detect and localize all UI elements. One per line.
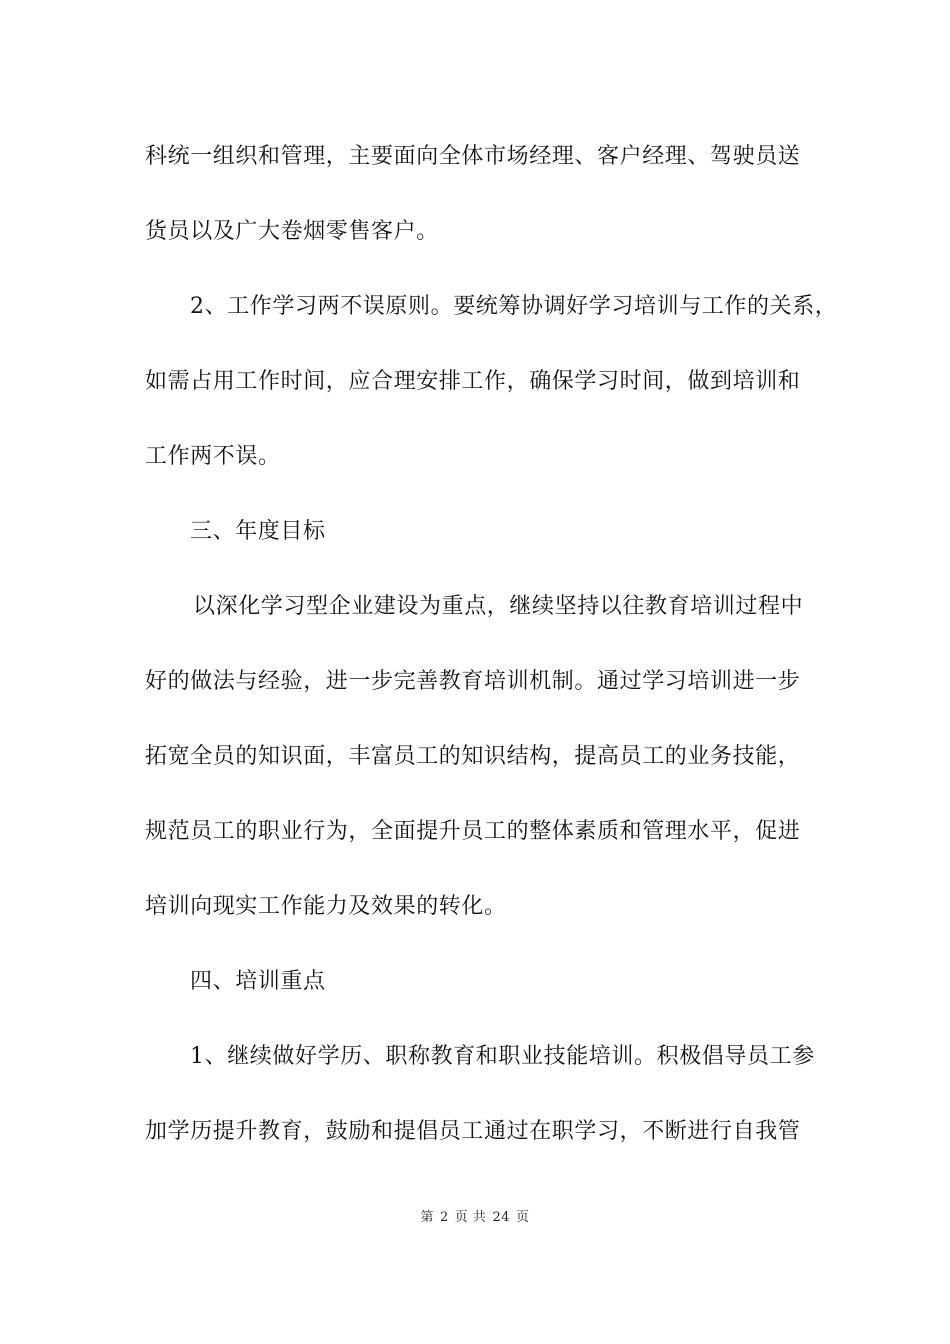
page-total: 24 [492, 1210, 510, 1225]
text-line: 培训向现实工作能力及效果的转化。 [145, 894, 507, 919]
text-line: 2、工作学习两不误原则。要统筹协调好学习培训与工作的关系， [190, 294, 838, 319]
page-number: 2 [440, 1210, 449, 1225]
section-heading: 三、年度目标 [190, 519, 326, 544]
footer-middle: 页 共 [454, 1210, 487, 1225]
text-line: 如需占用工作时间，应合理安排工作，确保学习时间，做到培训和 [145, 369, 801, 394]
text-line: 1、继续做好学历、职称教育和职业技能培训。积极倡导员工参 [190, 1044, 815, 1069]
text-line: 科统一组织和管理，主要面向全体市场经理、客户经理、驾驶员送 [145, 144, 801, 169]
text-line: 工作两不误。 [145, 444, 281, 469]
text-line: 加学历提升教育，鼓励和提倡员工通过在职学习，不断进行自我管 [145, 1119, 801, 1144]
text-line: 拓宽全员的知识面，丰富员工的知识结构，提高员工的业务技能， [145, 744, 801, 769]
text-line: 货员以及广大卷烟零售客户。 [145, 219, 439, 244]
footer-prefix: 第 [420, 1210, 435, 1225]
text-line: 以深化学习型企业建设为重点，继续坚持以往教育培训过程中 [193, 594, 804, 619]
page-footer [0, 1209, 950, 1227]
text-line: 规范员工的职业行为，全面提升员工的整体素质和管理水平，促进 [145, 819, 801, 844]
text-line: 好的做法与经验，进一步完善教育培训机制。通过学习培训进一步 [145, 669, 801, 694]
section-heading: 四、培训重点 [190, 969, 326, 994]
footer-suffix: 页 [515, 1210, 530, 1225]
